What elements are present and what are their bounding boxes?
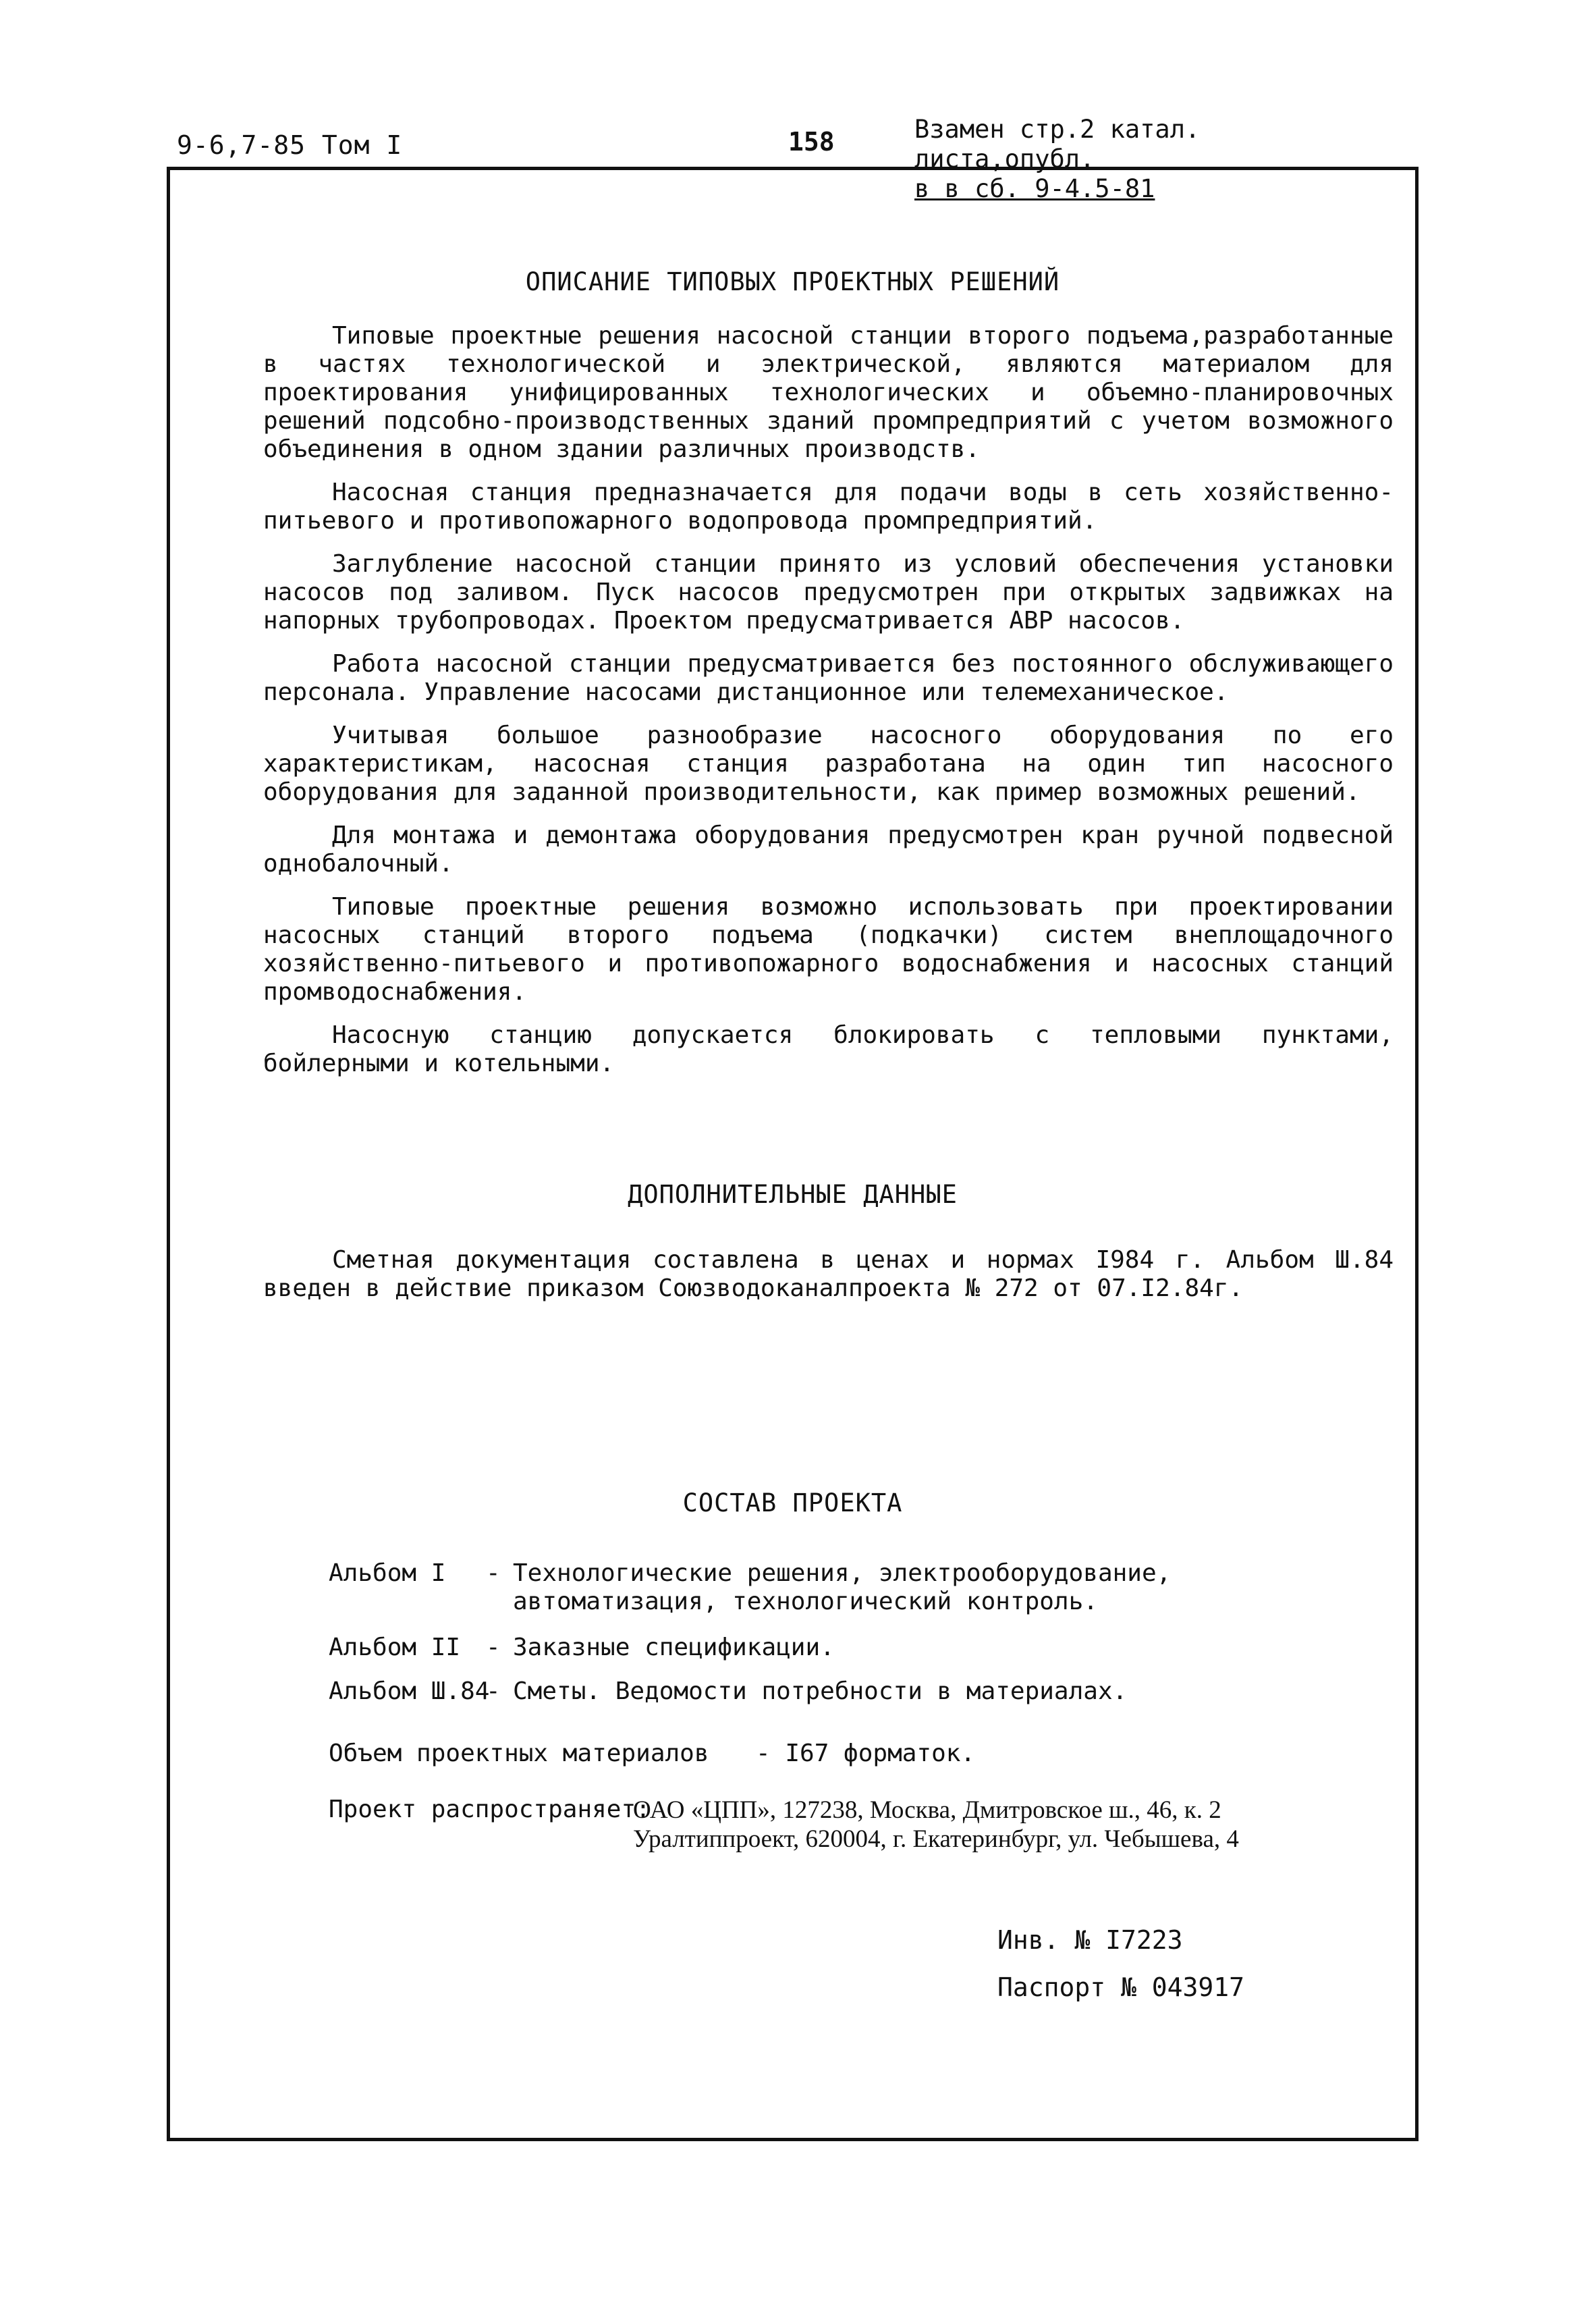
description-paragraph: Типовые проектные решения возможно использовать при проектировании насосных станций второго подъема (подкачки) систем внеплощадочного хозяйственно-питьевого и противопожарного водоснабжения и насосных станций промводоснабжения. xyxy=(263,893,1394,1006)
section-title-description: ОПИСАНИЕ ТИПОВЫХ ПРОЕКТНЫХ РЕШЕНИЙ xyxy=(525,267,1060,296)
description-paragraph: Для монтажа и демонтажа оборудования предусмотрен кран ручной подвесной однобалочный. xyxy=(263,822,1394,878)
description-paragraph: Заглубление насосной станции принято из условий обеспечения установки насосов под заливом. Пуск насосов предусмотрен при открытых задвижках на напорных трубопроводах. Проектом предусматривается АВР насосов. xyxy=(263,550,1394,635)
album-label: Альбом II xyxy=(329,1634,461,1661)
distributor-line-2: Уралтиппроект, 620004, г. Екатеринбург, ул. Чебышева, 4 xyxy=(633,1825,1239,1853)
album-label: Альбом Ш.84 xyxy=(329,1677,490,1705)
distributor-line-1: ОАО «ЦПП», 127238, Москва, Дмитровское ш., 46, к. 2 xyxy=(633,1796,1221,1824)
description-paragraph: Насосную станцию допускается блокировать с тепловыми пунктами, бойлерными и котельными. xyxy=(263,1021,1394,1077)
album-dash: - xyxy=(486,1559,501,1587)
description-paragraph: Насосная станция предназначается для подачи воды в сеть хозяйственно-питьевого и противопожарного водопровода промпредприятий. xyxy=(263,479,1394,535)
album-label: Альбом I xyxy=(329,1559,446,1587)
distributor-label: Проект распространяет: xyxy=(329,1796,651,1823)
description-paragraph: Типовые проектные решения насосной станции второго подъема,разработанные в частях технологической и электрической, являются материалом для проектирования унифицированных технологических и объемно-планировочных решений подсобно-производственных зданий промпредприятий с учетом возможного объединения в одном здании различных производств. xyxy=(263,322,1394,463)
album-dash: - xyxy=(486,1677,501,1705)
additional-data-body xyxy=(263,1246,1394,1318)
page-number: 158 xyxy=(788,127,835,157)
section-title-additional-data: ДОПОЛНИТЕЛЬНЫЕ ДАННЫЕ xyxy=(628,1180,958,1209)
description-body xyxy=(263,322,1394,1093)
album-description: Технологические решения, электрооборудование, автоматизация, технологический контроль. xyxy=(513,1559,1172,1615)
inventory-number: Инв. № I7223 xyxy=(997,1925,1183,1955)
additional-data-paragraph: Сметная документация составлена в ценах и нормах I984 г. Альбом Ш.84 введен в действие приказом Союзводоканалпроекта № 272 от 07.I2.84г. xyxy=(263,1246,1394,1302)
volume-value: - I67 форматок. xyxy=(756,1740,976,1767)
passport-number: Паспорт № 043917 xyxy=(997,1972,1245,2002)
description-paragraph: Работа насосной станции предусматривается без постоянного обслуживающего персонала. Управление насосами дистанционное или телемеханическое. xyxy=(263,650,1394,706)
volume-label: Объем проектных материалов xyxy=(329,1740,709,1767)
description-paragraph: Учитывая большое разнообразие насосного оборудования по его характеристикам, насосная станция разработана на один тип насосного оборудования для заданной производительности, как пример возможных решений. xyxy=(263,722,1394,806)
document-series: 9-6,7-85 Том I xyxy=(177,130,403,160)
replaces-note-line1: Взамен стр.2 катал. листа,опубл. xyxy=(914,115,1201,173)
album-dash: - xyxy=(486,1634,501,1661)
section-title-project-contents: СОСТАВ ПРОЕКТА xyxy=(682,1488,903,1517)
album-description: Заказные спецификации. xyxy=(513,1634,835,1661)
replaces-note-line2: в в сб. 9-4.5-81 xyxy=(914,174,1155,203)
album-description: Сметы. Ведомости потребности в материалах. xyxy=(513,1677,1128,1705)
